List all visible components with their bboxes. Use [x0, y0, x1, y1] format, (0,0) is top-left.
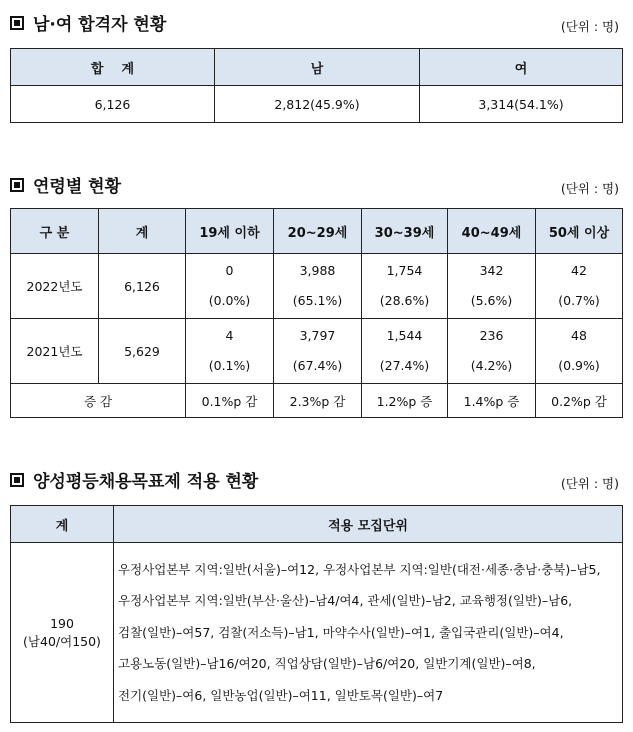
section2-title — [10, 172, 121, 197]
table-row — [11, 384, 623, 418]
section2-title-text: 연령별 현황 — [33, 177, 122, 197]
age-cell: 342 (5.6%) — [448, 254, 536, 319]
target-units-list — [114, 543, 623, 723]
change-cell: 0.2%p 감 — [536, 384, 623, 418]
change-cell: 2.3%p 감 — [274, 384, 362, 418]
section3-title — [10, 467, 258, 492]
age-cell: 236 (4.2%) — [448, 319, 536, 384]
gender-table — [10, 48, 623, 123]
age-cell: 0 (0.0%) — [186, 254, 274, 319]
header-units: 적용 모집단위 — [114, 506, 623, 543]
header-sum: 계 — [99, 209, 186, 254]
list-item: 전기(일반)–여6, 일반농업(일반)–여11, 일반토목(일반)–여7 — [118, 687, 444, 703]
section3-unit: (단위 : 명) — [560, 476, 619, 491]
list-item: 검찰(일반)–여57, 검찰(저소득)–남1, 마약수사(일반)–여1, 출입국관리(일반)–여4, — [118, 624, 564, 640]
age-cell: 1,754 (28.6%) — [362, 254, 448, 319]
change-cell: 0.1%p 감 — [186, 384, 274, 418]
female-value: 3,314(54.1%) — [420, 86, 623, 123]
header-age-19-under: 19세 이하 — [186, 209, 274, 254]
change-cell: 1.2%p 증 — [362, 384, 448, 418]
table-row — [11, 254, 623, 319]
age-table — [10, 208, 623, 418]
header-female: 여 — [420, 49, 623, 86]
total-value: 6,126 — [11, 86, 215, 123]
age-cell: 3,797 (67.4%) — [274, 319, 362, 384]
age-cell: 48 (0.9%) — [536, 319, 623, 384]
header-male: 남 — [215, 49, 420, 86]
header-age-50-over: 50세 이상 — [536, 209, 623, 254]
age-cell: 4 (0.1%) — [186, 319, 274, 384]
header-category: 구 분 — [11, 209, 99, 254]
row-total: 5,629 — [99, 319, 186, 384]
male-value: 2,812(45.9%) — [215, 86, 420, 123]
age-cell: 42 (0.7%) — [536, 254, 623, 319]
change-label: 증 감 — [11, 384, 186, 418]
header-age-20s: 20~29세 — [274, 209, 362, 254]
section1-unit: (단위 : 명) — [560, 19, 619, 34]
target-total: 190 (남40/여150) — [11, 543, 114, 723]
row-label: 2021년도 — [11, 319, 99, 384]
list-item: 우정사업본부 지역:일반(서울)–여12, 우정사업본부 지역:일반(대전·세종·충남·충북)–남5, — [118, 561, 601, 577]
age-cell: 3,988 (65.1%) — [274, 254, 362, 319]
row-total: 6,126 — [99, 254, 186, 319]
table-row — [11, 319, 623, 384]
section2-unit: (단위 : 명) — [560, 181, 619, 196]
age-cell: 1,544 (27.4%) — [362, 319, 448, 384]
header-age-30s: 30~39세 — [362, 209, 448, 254]
list-item: 고용노동(일반)–남16/여20, 직업상담(일반)–남6/여20, 일반기계(일반)–여8, — [118, 656, 536, 672]
section1-title — [10, 10, 166, 35]
square-bullet-icon — [10, 473, 24, 487]
square-bullet-icon — [10, 16, 24, 30]
section1-title-text: 남·여 합격자 현황 — [33, 15, 167, 35]
list-item: 우정사업본부 지역:일반(부산·울산)–남4/여4, 관세(일반)–남2, 교육행정(일반)–남6, — [118, 593, 573, 609]
header-total: 합 계 — [11, 49, 215, 86]
header-age-40s: 40~49세 — [448, 209, 536, 254]
header-count: 계 — [11, 506, 114, 543]
row-label: 2022년도 — [11, 254, 99, 319]
section3-title-text: 양성평등채용목표제 적용 현황 — [33, 472, 259, 492]
gender-target-table — [10, 505, 623, 723]
square-bullet-icon — [10, 178, 24, 192]
change-cell: 1.4%p 증 — [448, 384, 536, 418]
